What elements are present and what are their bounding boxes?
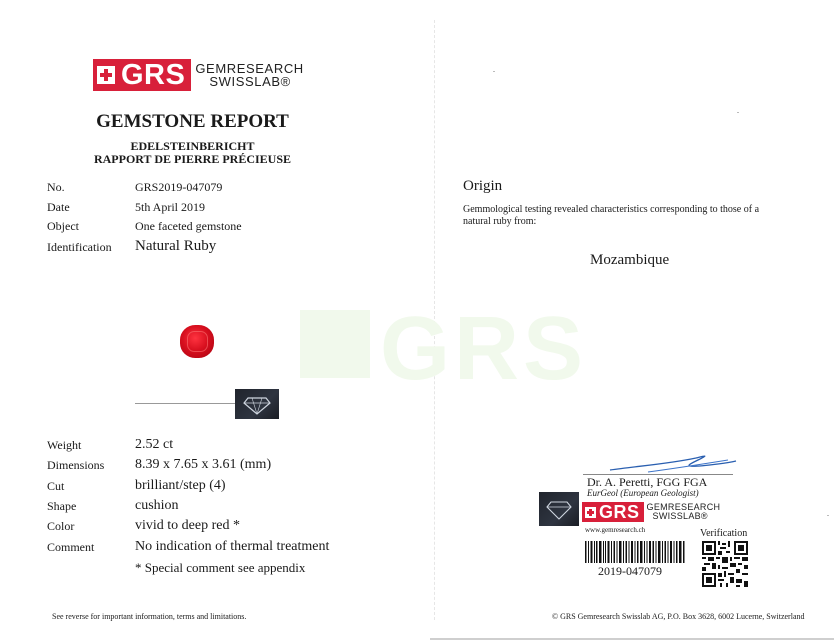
comment-value: No indication of thermal treatment [135, 539, 330, 554]
grs-watermark: GRS [380, 299, 588, 399]
signer-name: Dr. A. Peretti, FGG FGA [587, 475, 708, 489]
grs-logo-small [582, 502, 720, 522]
date-value: 5th April 2019 [135, 200, 206, 214]
report-number-label: No. [47, 180, 65, 194]
weight-label: Weight [47, 438, 82, 452]
report-title-french: RAPPORT DE PIERRE PRÉCIEUSE [93, 152, 292, 166]
speck [493, 71, 495, 72]
speck [737, 112, 739, 113]
brand-name-line1: GEMRESEARCH [195, 61, 304, 76]
grs-cross-icon-small [585, 507, 596, 518]
logo-letters: GRS [121, 58, 186, 91]
hologram-seal-icon-small [539, 492, 579, 526]
report-title-german: EDELSTEINBERICHT [130, 139, 255, 153]
ruby-gemstone-photo [180, 325, 214, 358]
origin-country: Mozambique [590, 252, 670, 268]
signer-title: EurGeol (European Geologist) [587, 488, 699, 498]
terms-footnote: See reverse for important information, terms and limitations. [52, 612, 247, 621]
shape-label: Shape [47, 499, 77, 513]
copyright-footer: © GRS Gemresearch Swisslab AG, P.O. Box 3628, 6002 Lucerne, Switzerland [552, 612, 805, 621]
verification-label: Verification [700, 528, 748, 539]
identification-value: Natural Ruby [135, 238, 217, 254]
dimensions-value: 8.39 x 7.65 x 3.61 (mm) [135, 457, 272, 472]
date-label: Date [47, 200, 70, 214]
brand-name-line2: SWISSLAB® [209, 74, 291, 89]
barcode-icon [585, 541, 685, 563]
website-link[interactable]: www.gemresearch.ch [585, 526, 646, 534]
cut-value: brilliant/step (4) [135, 478, 226, 493]
color-value: vivid to deep red * [135, 518, 240, 533]
logo-letters-small: GRS [599, 501, 640, 522]
barcode-number: 2019-047079 [598, 564, 662, 578]
cut-label: Cut [47, 479, 65, 493]
grs-logo [93, 59, 304, 91]
grs-cross-icon [97, 66, 115, 84]
origin-title: Origin [463, 178, 503, 194]
weight-value: 2.52 ct [135, 437, 174, 452]
bottom-edge [430, 638, 834, 640]
shape-value: cushion [135, 498, 179, 513]
color-label: Color [47, 519, 75, 533]
report-title: GEMSTONE REPORT [96, 111, 289, 132]
report-number-value: GRS2019-047079 [135, 180, 223, 194]
brand-name-line2-small: SWISSLAB® [652, 511, 708, 521]
hologram-seal-icon [235, 389, 279, 419]
qr-code-icon[interactable] [702, 541, 748, 587]
identification-label: Identification [47, 240, 112, 254]
brand-name-line1-small: GEMRESEARCH [646, 502, 721, 512]
dimensions-label: Dimensions [47, 458, 105, 472]
scale-line [135, 403, 235, 404]
object-label: Object [47, 219, 79, 233]
origin-text: Gemmological testing revealed characteristics corresponding to those of a natural ruby from: [463, 204, 760, 227]
grs-watermark-cross-icon [300, 310, 370, 378]
special-note: * Special comment see appendix [135, 560, 306, 575]
object-value: One faceted gemstone [135, 219, 242, 233]
comment-label: Comment [47, 540, 95, 554]
speck [827, 515, 829, 516]
